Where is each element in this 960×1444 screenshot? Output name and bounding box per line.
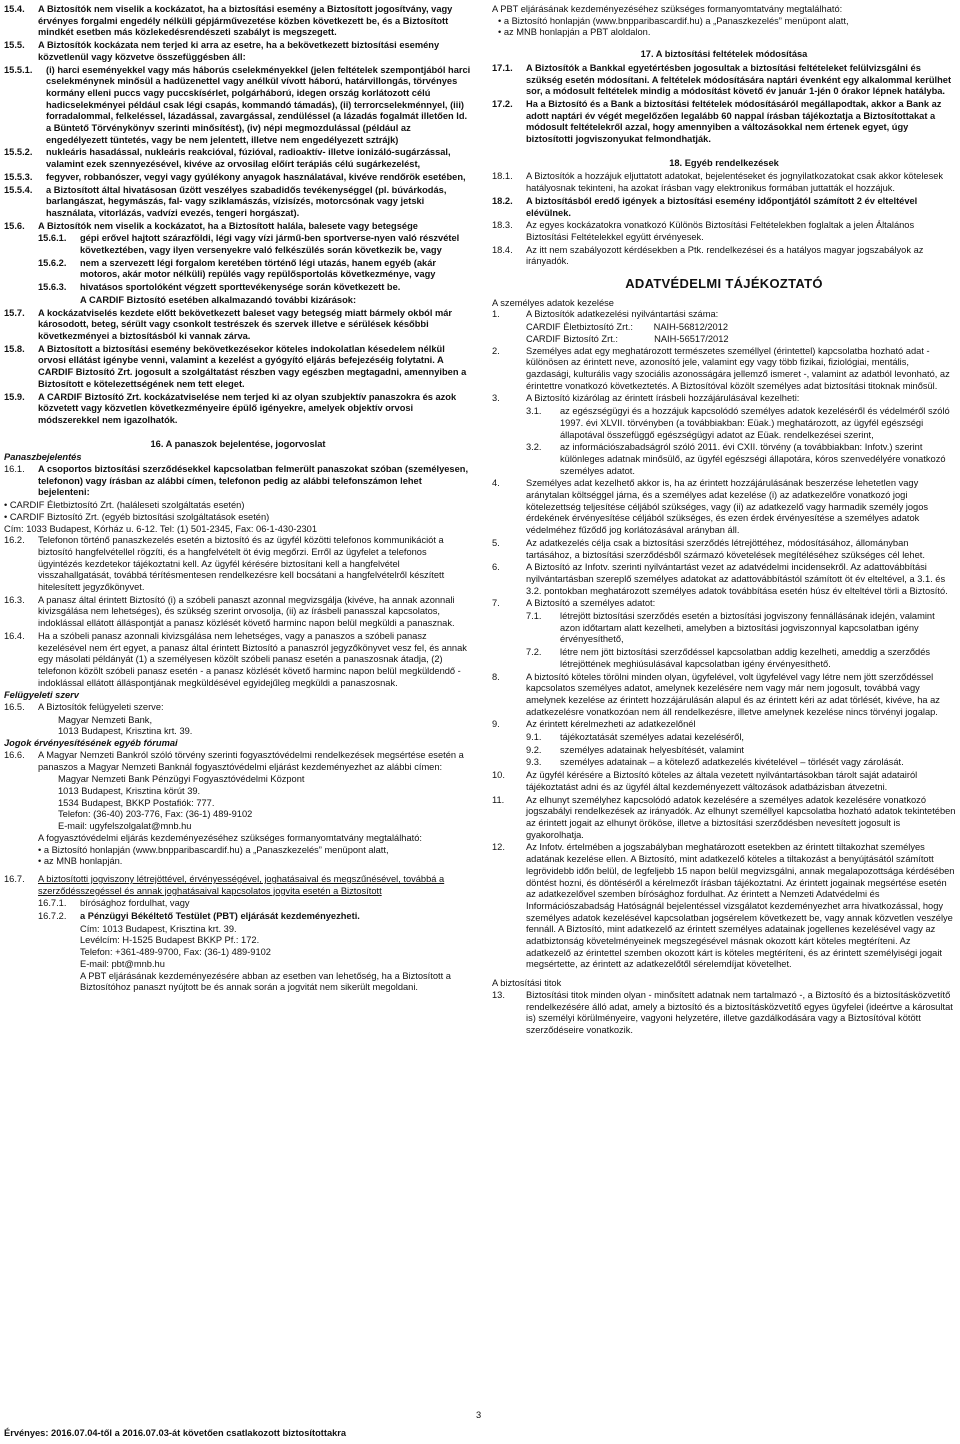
section-number: 15.6.2. bbox=[38, 257, 67, 268]
item-7-1 bbox=[492, 611, 956, 646]
section-text: Ha a Biztosító és a Bank a biztosítási feltételek módosításáról megállapodtak, akkor a Bank az adott naptári év végét megelőzően legalább 60 nappal írásban tájékoztatja a Biztosítottakat a módosult feltételekről azzal, hogy amennyiben a változásokkal nem értenek egyet, úgy biztosítotti jogviszonyukat felmondhatják. bbox=[526, 98, 942, 145]
item-text: Az Infotv. értelmében a jogszabályban meghatározott esetekben az érintett tiltakozhat személyes adatának kezelése ellen. A Biztosító, mint adatkezelő köteles a tiltakozást a benyújtásától számított legrövidebb időn belül, de legfeljebb 15 napon belül megvizsgálni, annak megalapozottsága kérdésében döntést hozni, és döntéséről a kérelmezőt írásban tájékoztatni. Az érintett jogainak megsértése esetén az adatkezelővel szemben bírósághoz fordulhat. Az érintett a Nemzeti Adatvédelmi és Információszabadság Hatóságnál bejelentéssel vizsgálatot kezdeményezhet arra hivatkozással, hogy személyes adatok kezelésével kapcsolatban jogsérelem következett be, vagy annak közvetlen veszélye fennáll. A Biztosító, mint adatkezelő az érintett személyes adatainak jogellenes kezelésével vagy az adatbiztonság követelményeinek megszegésével másnak okozott kárt köteles megtéríteni. Az adatkezelő az érintettel szemben okozott kárt is köteles megtéríteni, és az érintett személyiségi jogait megsértette, az érintett az adatkezelőtől sérelemdíjat követelhet. bbox=[526, 842, 955, 970]
paragraph: A PBT eljárásának kezdeményezésére abban az esetben van lehetőség, ha a Biztosított a Biztosítóhoz panaszt nyújtott be és annak során a jogvitát nem sikerült megoldani. bbox=[80, 970, 451, 993]
section-16-5 bbox=[4, 702, 472, 714]
section-text: A Magyar Nemzeti Bankról szóló törvény szerinti fogyasztóvédelmi rendelkezések megsértése esetén a panaszos a Magyar Nemzeti Banknál fogyasztóvédelmi eljárást kezdeményezhet az alábbi címen: bbox=[38, 749, 464, 772]
section-number: 18.4. bbox=[492, 244, 513, 255]
section-15-5-3 bbox=[4, 172, 472, 184]
section-number: 18.3. bbox=[492, 220, 513, 231]
section-text: A biztosítotti jogviszony létrejöttével, érvényességével, joghatásaival és megszűnésével, továbbá a szerződésszegéssel és annak joghatásaival kapcsolatos jogvita esetén a Biztosított bbox=[38, 873, 445, 896]
item-text: Az adatkezelés célja csak a biztosítási szerződés létrejöttéhez, módosításához, állományban tartásához, a biztosítási szerződésből származó követelések megítéléséhez szükséges cél lehet. bbox=[526, 537, 925, 560]
validity-footer: Érvényes: 2016.07.04-től a 2016.07.03-át követően csatlakozott biztosítottakra bbox=[4, 1428, 347, 1438]
registry-line: CARDIF Biztosító Zrt.: NAIH-56517/2012 bbox=[526, 333, 729, 344]
address-line: 1013 Budapest, Krisztina krt. 39. bbox=[58, 726, 193, 737]
paragraph: A PBT eljárásának kezdeményezéséhez szükséges formanyomtatvány megtalálható: bbox=[492, 4, 843, 14]
section-text: Telefonon történő panaszkezelés esetén a biztosító és az ügyfél közötti telefonos kommunikációt a biztosító hangfelvétellel rögzíti, és a hangfelvételt öt évig megőrzi. Erről az ügyfelet a telefonos ügyintézés kezdetekor tájékoztatni kell. Az ügyfél kérésére biztosítani kell a hangfelvétel visszahallgatását, továbbá térítésmentesen rendelkezésre kell bocsátani a hangfelvételről készített hitelesített jegyzőkönyvet. bbox=[38, 535, 445, 593]
data-protection-heading: ADATVÉDELMI TÁJÉKOZTATÓ bbox=[625, 276, 823, 292]
section-16-7-2 bbox=[4, 911, 472, 923]
section-text: A CARDIF Biztosító Zrt. kockázatviselése nem terjed ki az olyan szubjektív panaszokra és azok közvetett vagy közvetlen következményeire épülő igényekre, amelyek objektív orvosi módszerekkel nem igazolhatók. bbox=[38, 391, 457, 425]
section-number: 16.7. bbox=[4, 873, 25, 884]
section-number: 16.4. bbox=[4, 630, 25, 641]
item-text: Személyes adat egy meghatározott természetes személlyel (érintettel) kapcsolatba hozható adat - különösen az érintett neve, azonosító jele, valamint egy vagy több fizikai, fiziológiai, mentális, gazdasági, kulturális vagy szociális azonosságára jellemző ismeret -, valamint az adatból levonható, az érintettre vonatkozó következtetés. A Biztosítóval közölt személyes adat biztosítási titoknak minősül. bbox=[526, 345, 950, 391]
item-number: 3.1. bbox=[526, 406, 542, 417]
section-number: 17.2. bbox=[492, 98, 513, 109]
section-text: gépi erővel hajtott szárazföldi, légi vagy vízi jármű-ben sportverse-nyen való részvétel következtében, vagy ilyen versenyekre való felkészülés során következik be, vagy bbox=[80, 233, 460, 256]
left-column bbox=[4, 4, 472, 994]
section-15-6-1 bbox=[4, 233, 472, 256]
section-number: 16.2. bbox=[4, 535, 25, 546]
section-text: A Biztosítók felügyeleti szerve: bbox=[38, 702, 164, 713]
subheading-panaszbejelentes: Panaszbejelentés bbox=[4, 452, 82, 463]
section-16-3 bbox=[4, 595, 472, 630]
section-18-2 bbox=[492, 196, 956, 219]
section-15-4 bbox=[4, 4, 472, 39]
section-text: a Biztosított által hivatásosan űzött veszélyes szabadidős tevékenységgel (pl. búvárkodás, barlangászat, hegymászás, fal- vagy sziklamászás, vízisízés, motorcsónak vagy jetski használata, vitorlázás, vadvízi evezés, tengeri horgászat). bbox=[46, 184, 447, 218]
item-text: A Biztosító az Infotv. szerinti nyilvántartást vezet az adatvédelmi incidensekről. Az adattovábbítási nyilvántartásban szereplő személyes adatokat az adattovábbítástól számított öt év elteltével, a 3.1. és 3.2. pontokban meghatározott személyes adatok továbbítása esetén húsz év elteltével törli a Biztosító. bbox=[526, 562, 948, 596]
bullet-item: • CARDIF Életbiztosító Zrt. (haláleseti szolgáltatás esetén) bbox=[4, 500, 245, 511]
item-text: Az ügyfél kérésére a Biztosító köteles az általa vezetett nyilvántartásokban tárolt saját adatairól tájékoztatást adni és az ügyfél által kezdeményezett változások adatbázisban átvezetni. bbox=[526, 770, 918, 792]
item-text: Az elhunyt személyhez kapcsolódó adatok kezelésére a személyes adatok kezelésére vonatkozó jogszabályi rendelkezések az irányadók. Az elhunyt személlyel kapcsolatba hozható adatok tekintetében az érintett jogait az elhunyt örököse, illetve a biztosítási szerződésben nevesített jogosult is gyakorolhatja. bbox=[526, 794, 956, 840]
section-16-2 bbox=[4, 535, 472, 594]
item-9-3 bbox=[492, 757, 956, 769]
item-text: A biztosító köteles törölni minden olyan, ügyfelével, volt ügyfelével vagy létre nem jött szerződéssel kapcsolatos személyes adatot, amelynek kezelésére nem vagy már nem jogosult, továbbá vagy amelynek kezelése az érintett hozzájárulásán alapul és az érintett kéri az adat törlését, kivéve, ha az adatkezelésre vonatkozóan nem áll rendelkezésre, illetve amelynek kezelése nincs törvényi jogalap. bbox=[526, 671, 940, 717]
section-number: 15.9. bbox=[4, 391, 25, 402]
item-2 bbox=[492, 346, 956, 393]
section-15-6-3 bbox=[4, 282, 472, 294]
item-number: 4. bbox=[492, 478, 500, 489]
item-text: Biztosítási titok minden olyan - minősített adatnak nem tartalmazó -, a Biztosító és a biztosításközvetítő rendelkezésére álló adat, amely a biztosító és a biztosításközvetítő egyes ügyfelei (ideértve a károsultat is) személyi körülményeire, vagyoni helyzetére, illetve gazdálkodására vagy a Biztosítóval kötött szerződéseire vonatkozik. bbox=[526, 989, 953, 1035]
item-number: 2. bbox=[492, 345, 500, 356]
item-number: 1. bbox=[492, 309, 500, 320]
item-10 bbox=[492, 770, 956, 793]
address-line: Cím: 1033 Budapest, Kórház u. 6-12. Tel: (1) 501-2345, Fax: 06-1-430-2301 bbox=[4, 523, 318, 534]
subheading-insurance-secret: A biztosítási titok bbox=[492, 978, 562, 989]
item-text: személyes adatainak helyesbítését, valamint bbox=[560, 744, 744, 755]
section-number: 15.5.3. bbox=[4, 171, 33, 182]
address-line: Levélcím: H-1525 Budapest BKKP Pf.: 172. bbox=[80, 935, 260, 946]
section-text: A kockázatviselés kezdete előtt bekövetkezett baleset vagy betegség miatt bármely okból már károsodott, beteg, sérült vagy csonkolt testrészek és szervek illetve e sérülések későbbi következményei a biztosításból ki vannak zárva. bbox=[38, 307, 453, 341]
item-text: A Biztosító a személyes adatot: bbox=[526, 598, 656, 609]
address-line: Magyar Nemzeti Bank, bbox=[58, 714, 153, 725]
section-text: A Biztosítók a Bankkal egyetértésben jogosultak a biztosítási feltételeket felülvizsgálni és szükség esetén módosítani. A feltételek módosítására naptári évenként egy alkalommal kerülhet sor, a módosult feltételek mindig a módosítást követő év január 1-jén 0 órakor lépnek hatályba. bbox=[526, 62, 952, 97]
bullet-item: • a Biztosító honlapján (www.bnpparibascardif.hu) a „Panaszkezelés” menüpont alatt, bbox=[498, 15, 849, 26]
item-text: Az érintett kérelmezheti az adatkezelőnél bbox=[526, 719, 696, 730]
section-18-4 bbox=[492, 245, 956, 268]
item-number: 3. bbox=[492, 393, 500, 404]
item-1 bbox=[492, 309, 956, 321]
item-13 bbox=[492, 990, 956, 1037]
section-text: A Biztosított a biztosítási esemény bekövetkezésekor köteles indokolatlan késedelem nélkül orvosi ellátást igénybe venni, valamint a kezelést a gyógyító eljárás befejezéséig folytatni. A CARDIF Biztosító Zrt. jogosult a szolgáltatást részben vagy egészben megtagadni, amennyiben a Biztosított e kötelezettségének nem tett eleget. bbox=[38, 343, 467, 389]
section-number: 16.1. bbox=[4, 464, 25, 475]
section-number: 15.6.3. bbox=[38, 282, 67, 293]
section-15-6 bbox=[4, 221, 472, 233]
item-text: az információszabadságról szóló 2011. évi CXII. törvény (a továbbiakban: Infotv.) szerint különleges adatnak minősülő, az ügyfél egészségi állapotára, kóros szenvedélyére vonatkozó személyes adatot. bbox=[560, 442, 946, 476]
item-4 bbox=[492, 478, 956, 537]
address-line: 1534 Budapest, BKKP Postafiók: 777. bbox=[58, 797, 215, 808]
item-text: Személyes adat kezelhető akkor is, ha az érintett hozzájárulásának beszerzése lehetetlen vagy aránytalan költséggel járna, és a személyes adat kezelése (i) az adatkezelőre vonatkozó jogi kötelezettség teljesítése céljából szükséges, vagy (ii) az adatkezelő vagy harmadik személy jogos érdekének érvényesítése céljából szükséges, és ezen érdek érvényesítése a személyes adatok védelméhez fűződő jog korlátozásával arányban áll. bbox=[526, 478, 929, 536]
section-number: 17.1. bbox=[492, 62, 513, 73]
section-text: nem a szervezett légi forgalom keretében történő légi utazás, hanem egyéb (akár motoros, akár motor nélküli) repülés vagy repülősportolás következménye, vagy bbox=[80, 257, 436, 280]
item-number: 7.1. bbox=[526, 611, 542, 622]
item-6 bbox=[492, 562, 956, 597]
item-7-2 bbox=[492, 647, 956, 670]
item-number: 9. bbox=[492, 719, 500, 730]
bullet-item: • az MNB honlapján a PBT aloldalon. bbox=[498, 27, 651, 38]
heading-16: 16. A panaszok bejelentése, jogorvoslat bbox=[150, 438, 326, 449]
registry-line: CARDIF Életbiztosító Zrt.: NAIH-56812/2012 bbox=[526, 322, 729, 333]
section-text: Az egyes kockázatokra vonatkozó Különös Biztosítási Feltételekben foglaltak a jelen Általános Biztosítási Feltételekkel együtt érvényesek. bbox=[526, 220, 915, 242]
item-12 bbox=[492, 842, 956, 971]
address-line: E-mail: ugyfelszolgalat@mnb.hu bbox=[58, 821, 192, 832]
item-3 bbox=[492, 393, 956, 405]
section-number: 15.4. bbox=[4, 4, 25, 14]
item-8 bbox=[492, 672, 956, 719]
item-7 bbox=[492, 598, 956, 610]
section-number: 18.2. bbox=[492, 195, 513, 206]
section-15-6-2 bbox=[4, 258, 472, 281]
section-text: a Pénzügyi Békéltető Testület (PBT) eljárását kezdeményezheti. bbox=[80, 911, 360, 922]
section-15-5 bbox=[4, 40, 472, 63]
section-16-6 bbox=[4, 750, 472, 773]
section-number: 18.1. bbox=[492, 171, 513, 182]
section-number: 15.5. bbox=[4, 40, 25, 51]
section-15-7 bbox=[4, 308, 472, 343]
paragraph: A fogyasztóvédelmi eljárás kezdeményezéséhez szükséges formanyomtatvány megtalálható: bbox=[38, 832, 422, 843]
section-text: fegyver, robbanószer, vegyi vagy gyúlékony anyagok használatával, kivéve rendőrök esetében, bbox=[46, 171, 466, 182]
item-text: tájékoztatását személyes adatai kezeléséről, bbox=[560, 732, 744, 743]
section-number: 15.8. bbox=[4, 343, 25, 354]
item-number: 3.2. bbox=[526, 442, 542, 453]
address-line: Cím: 1013 Budapest, Krisztina krt. 39. bbox=[80, 923, 237, 934]
section-number: 16.5. bbox=[4, 702, 25, 713]
item-number: 9.2. bbox=[526, 744, 542, 755]
item-number: 11. bbox=[492, 794, 505, 805]
subheading-data-handling: A személyes adatok kezelése bbox=[492, 297, 614, 308]
section-number: 16.7.1. bbox=[38, 898, 67, 909]
section-text: A Biztosítók kockázata nem terjed ki arra az esetre, ha a bekövetkezett biztosítási esemény közvetlenül vagy közvetve összefüggésben áll: bbox=[38, 40, 440, 62]
section-18-3 bbox=[492, 220, 956, 243]
item-text: az egészségügyi és a hozzájuk kapcsolódó személyes adatok kezeléséről és védelméről szóló 1997. évi XLVII. törvényben (a továbbiakban: Eüak.) meghatározott, az ügyfél egészségi állapotával összefüggő egészségügyi adatot az Eüak. rendelkezései szerint, bbox=[560, 406, 950, 440]
address-line: Magyar Nemzeti Bank Pénzügyi Fogyasztóvédelmi Központ bbox=[58, 774, 305, 785]
cardif-exclusions-label: A CARDIF Biztosító esetében alkalmazandó további kizárások: bbox=[80, 294, 357, 305]
section-16-4 bbox=[4, 631, 472, 690]
item-text: létre nem jött biztosítási szerződéssel kapcsolatban addig kezelheti, ameddig a szerződés létrejöttének meghiúsulásával kapcsolatban igény érvényesíthető. bbox=[560, 647, 931, 669]
section-number: 15.5.2. bbox=[4, 147, 33, 158]
item-number: 13. bbox=[492, 989, 505, 1000]
section-16-7 bbox=[4, 874, 472, 897]
item-11 bbox=[492, 795, 956, 842]
address-line: 1013 Budapest, Krisztina körút 39. bbox=[58, 786, 201, 796]
item-text: A Biztosítók adatkezelési nyilvántartási száma: bbox=[526, 309, 719, 320]
item-number: 7. bbox=[492, 598, 500, 609]
address-line: Telefon: (36-40) 203-776, Fax: (36-1) 489-9102 bbox=[58, 809, 253, 820]
section-15-5-2 bbox=[4, 147, 472, 170]
section-text: A Biztosítók nem viselik a kockázatot, ha a biztosítási esemény a Biztosított jogosítvány, vagy érvényes forgalmi engedély nélküli gépjárművezetése közben következett be, és a Biztosított mindkét esetben más közlekedésrendészeti szabályt is megszegett. bbox=[38, 4, 453, 38]
section-number: 15.6.1. bbox=[38, 233, 67, 244]
heading-17: 17. A biztosítási feltételek módosítása bbox=[640, 49, 808, 60]
section-text: A csoportos biztosítási szerződésekkel kapcsolatban felmerült panaszokat szóban (személyesen, telefonon) vagy írásban az alábbi címen, telefonon pedig az alábbi telefonszámon lehet bejelenteni: bbox=[38, 464, 469, 498]
subheading-jogok: Jogok érvényesítésének egyéb fórumai bbox=[4, 738, 178, 749]
item-9-1 bbox=[492, 732, 956, 744]
section-number: 15.5.1. bbox=[4, 64, 33, 75]
section-15-5-4 bbox=[4, 185, 472, 220]
section-number: 15.7. bbox=[4, 307, 25, 318]
section-text: Az itt nem szabályozott kérdésekben a Ptk. rendelkezései és a hatályos magyar jogszabályok az irányadók. bbox=[526, 244, 924, 267]
section-number: 15.5.4. bbox=[4, 184, 33, 195]
bullet-item: • CARDIF Biztosító Zrt. (egyéb biztosítási szolgáltatások esetén) bbox=[4, 511, 270, 522]
section-15-8 bbox=[4, 344, 472, 391]
section-text: A Biztosítók a hozzájuk eljuttatott adatokat, bejelentéseket és jognyilatkozatokat csak akkor kötelesek hatályosnak tekinteni, ha azokat írásban vagy elektronikus formában juttatták el hozzájuk. bbox=[526, 171, 944, 194]
section-number: 16.6. bbox=[4, 749, 25, 760]
subheading-felugyeleti-szerv: Felügyeleti szerv bbox=[4, 690, 79, 701]
section-15-9 bbox=[4, 392, 472, 427]
page-number: 3 bbox=[476, 1410, 482, 1420]
section-15-5-1 bbox=[4, 65, 472, 147]
item-number: 7.2. bbox=[526, 647, 542, 658]
item-9-2 bbox=[492, 745, 956, 757]
section-text: A panasz által érintett Biztosító (i) a szóbeli panaszt azonnal megvizsgálja (kivéve, ha annak azonnali kivizsgálása nem lehetséges), és szükség szerint orvosolja, (ii) az írásbeli panasszal kapcsolatos, indoklással ellátott álláspontját a panasz közlését követő harminc napon belül megküldi a panasznak. bbox=[38, 594, 455, 629]
section-16-7-1 bbox=[4, 898, 472, 910]
item-number: 9.1. bbox=[526, 732, 542, 743]
section-text: nukleáris hasadással, nukleáris reakcióval, fúzióval, radioaktív- illetve ionizáló-sugárzással, valamint ezek szennyezésével, kivéve az orvosilag előírt terápiás célú sugárkezelést, bbox=[46, 147, 451, 170]
item-5 bbox=[492, 538, 956, 561]
bullet-item: • az MNB honlapján. bbox=[38, 856, 123, 867]
section-17-1 bbox=[492, 63, 956, 98]
item-text: személyes adatainak – a kötelező adatkezelés kivételével – törlését vagy zárolását. bbox=[560, 757, 904, 768]
address-line: E-mail: pbt@mnb.hu bbox=[80, 958, 165, 969]
item-text: A Biztosító kizárólag az érintett írásbeli hozzájárulásával kezelheti: bbox=[526, 393, 800, 404]
item-text: létrejött biztosítási szerződés esetén a biztosítási jogviszony fennállásának idején, valamint azon időtartam alatt kezelheti, amelyben a biztosítási jogviszonnyal kapcsolatban igény érvényesíthető, bbox=[560, 611, 935, 645]
item-number: 10. bbox=[492, 770, 505, 781]
item-3-2 bbox=[492, 442, 956, 477]
address-line: Telefon: +361-489-9700, Fax: (36-1) 489-9102 bbox=[80, 947, 271, 958]
section-17-2 bbox=[492, 99, 956, 146]
section-text: A Biztosítók nem viselik a kockázatot, ha a Biztosított halála, balesete vagy betegsége bbox=[38, 220, 418, 231]
item-9 bbox=[492, 719, 956, 731]
item-3-1 bbox=[492, 406, 956, 441]
section-text: Ha a szóbeli panasz azonnali kivizsgálása nem lehetséges, vagy a panaszos a szóbeli panasz kezelésével nem ért egyet, a panasz által érintett Biztosító a panaszról jegyzőkönyvet vesz fel, és annak egy másolati példányát (1) a személyesen közölt szóbeli panasz esetén a panaszosnak átadja, (2) telefonon közölt szóbeli panasz esetén - a panasz közlését követő harminc napon belül megküldendő - indoklással ellátott álláspontjának megküldésével egyidejűleg megküldi a panaszosnak. bbox=[38, 630, 467, 688]
right-column bbox=[492, 4, 956, 1038]
section-text: hivatásos sportolóként végzett sporttevékenysége során következett be. bbox=[80, 282, 401, 293]
item-number: 12. bbox=[492, 842, 505, 853]
item-number: 5. bbox=[492, 537, 500, 548]
item-number: 9.3. bbox=[526, 757, 542, 768]
bullet-item: • a Biztosító honlapján (www.bnpparibascardif.hu) a „Panaszkezelés” menüpont alatt, bbox=[38, 844, 389, 855]
section-number: 16.7.2. bbox=[38, 911, 67, 922]
item-number: 8. bbox=[492, 671, 500, 682]
section-18-1 bbox=[492, 171, 956, 194]
section-text: A biztosításból eredő igények a biztosítási esemény időpontjától számított 2 év elteltével elévülnek. bbox=[526, 195, 918, 218]
section-text: bírósághoz fordulhat, vagy bbox=[80, 898, 190, 909]
section-text: (i) harci eseményekkel vagy más háborús cselekményekkel (jelen feltételek szempontjából harci cselekménynek minősül a hadüzenettel vagy anélkül vívott háború, határvillongás, törvényes kormány elleni puccs vagy puccskísérlet, polgárháború, idegen ország korlátozott célú hadicselekményei például csak légi csapás, kommandó támadás), (ii) terrorcselekménnyel, (iii) forradalommal, felkeléssel, lázadással, zavargással, zendüléssel (a lázadás fogalmát illetően ld. a Büntető Törvénykönyv szerinti minősítést), (iv) népi megmozdulással (például az engedélyezett tüntetés, vagy be nem jelentett, illetve nem engedélyezett sztrájk) bbox=[46, 64, 471, 145]
section-number: 16.3. bbox=[4, 594, 25, 605]
heading-18: 18. Egyéb rendelkezések bbox=[669, 157, 779, 168]
section-16-1 bbox=[4, 464, 472, 499]
section-number: 15.6. bbox=[4, 220, 25, 231]
item-number: 6. bbox=[492, 562, 500, 573]
